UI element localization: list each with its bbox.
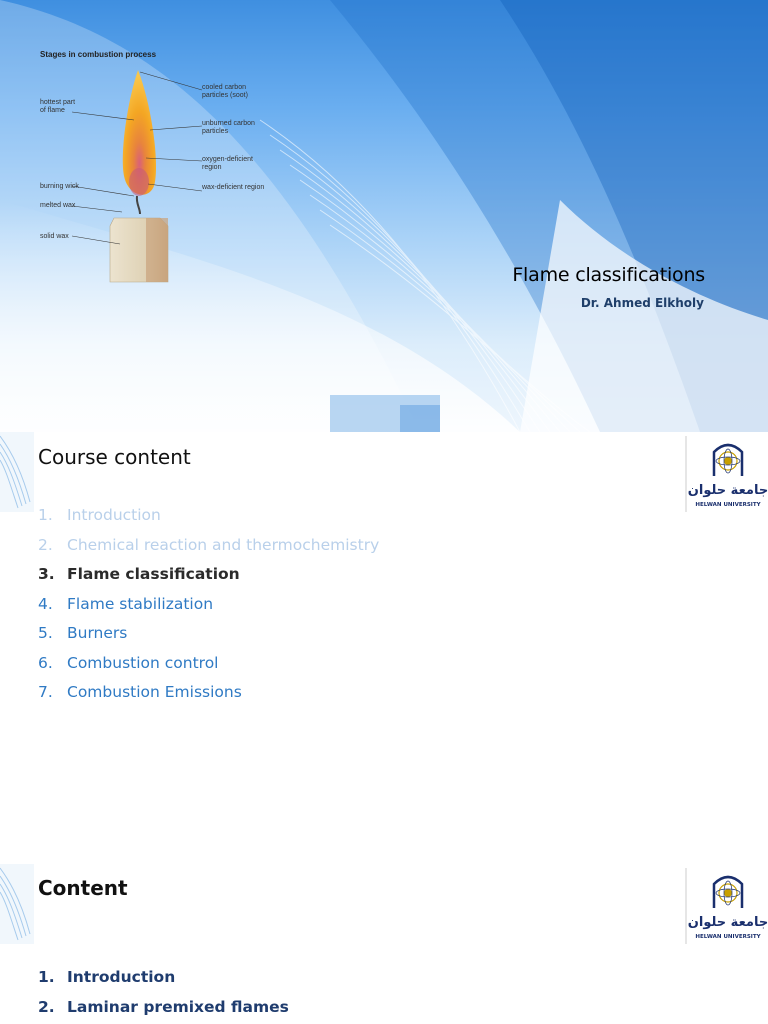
label-unburned: unburned carbon particles xyxy=(202,120,255,135)
helwan-university-icon xyxy=(684,436,768,512)
content-slide xyxy=(0,864,768,1024)
list-item: 7. Combustion Emissions xyxy=(38,683,242,701)
list-item: 2. Laminar premixed flames xyxy=(38,997,289,1016)
label-solid-wax: solid wax xyxy=(40,233,69,240)
university-logo xyxy=(684,868,768,944)
university-logo xyxy=(684,436,768,512)
presentation-author: Dr. Ahmed Elkholy xyxy=(580,296,704,310)
title-slide xyxy=(0,0,768,432)
presentation-title: Flame classifications xyxy=(512,264,705,286)
logo-arabic: جامعة حلوان xyxy=(687,915,768,930)
diagram-title: Stages in combustion process xyxy=(40,50,157,59)
slide-title: Content xyxy=(38,876,128,900)
label-wax-deficient: wax-deficient region xyxy=(202,184,265,191)
label-burning-wick: burning wick xyxy=(40,183,79,190)
list-item: 1. Introduction xyxy=(38,968,176,986)
label-oxygen-deficient: oxygen-deficient region xyxy=(202,156,253,171)
logo-caption: HELWAN UNIVERSITY xyxy=(695,934,761,940)
list-item: 5. Burners xyxy=(38,624,128,642)
logo-arabic: جامعة حلوان xyxy=(687,483,768,498)
course-content-slide xyxy=(0,432,768,864)
logo-caption: HELWAN UNIVERSITY xyxy=(695,502,761,508)
list-item: 2. Chemical reaction and thermochemistry xyxy=(38,535,380,554)
helwan-university-icon xyxy=(684,868,768,944)
label-cooled-carbon: cooled carbon particles (soot) xyxy=(202,84,248,99)
list-item: 4. Flame stabilization xyxy=(38,594,214,613)
label-hottest: hottest part of flame xyxy=(40,99,76,114)
flame-diagram xyxy=(36,46,276,291)
course-content-list xyxy=(38,506,379,713)
corner-decoration xyxy=(0,432,34,512)
content-list xyxy=(38,968,289,1024)
list-item: 1. Introduction xyxy=(38,506,161,524)
label-melted-wax: melted wax xyxy=(40,202,76,209)
list-item: 6. Combustion control xyxy=(38,653,219,672)
list-item-current: 3. Flame classification xyxy=(38,565,240,583)
slide-title: Course content xyxy=(38,445,191,469)
corner-decoration xyxy=(0,864,34,944)
